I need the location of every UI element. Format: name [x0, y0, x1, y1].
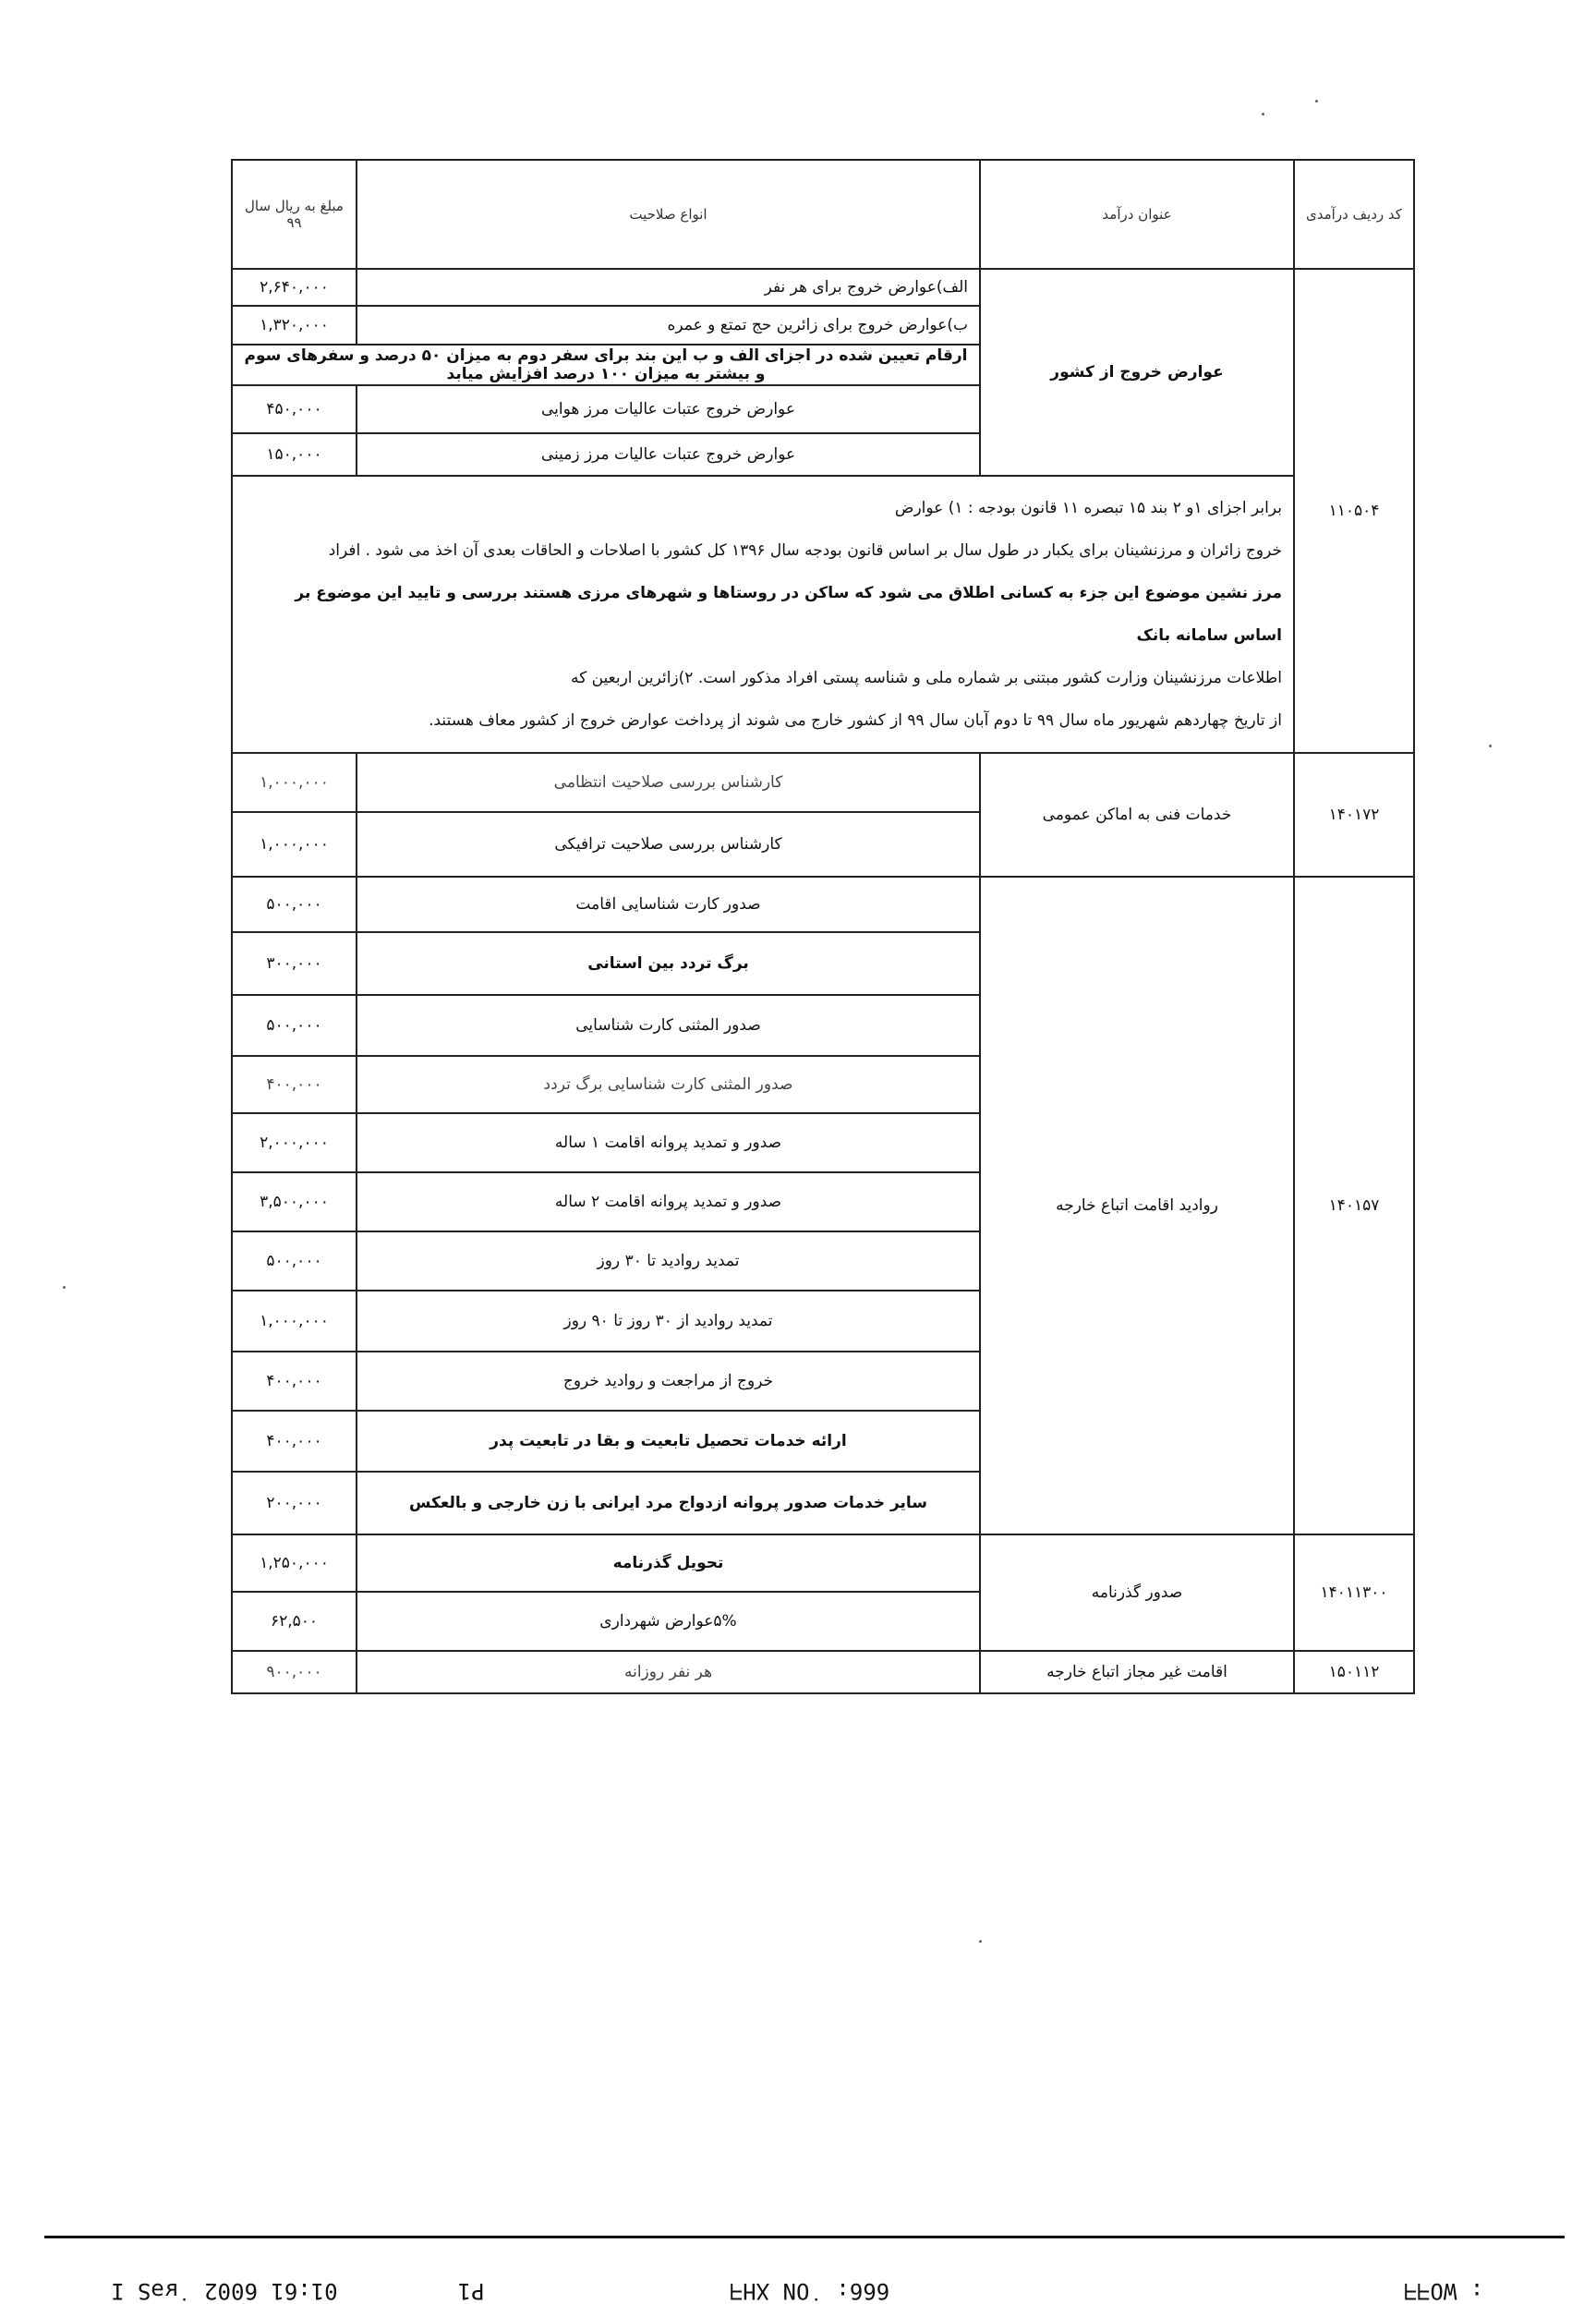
- fax-from: : WOᖷᖷ: [1404, 2278, 1484, 2304]
- row-amount: ۹۰۰,۰۰۰: [232, 1651, 357, 1693]
- row-amount: ۲۰۰,۰۰۰: [232, 1472, 357, 1534]
- row-amount: ۱,۳۲۰,۰۰۰: [232, 306, 357, 345]
- table-row: [232, 1534, 1414, 1592]
- table-row: [232, 753, 1414, 812]
- footnote-line: اطلاعات مرزنشینان وزارت کشور مبتنی بر شماره ملی و شناسه پستی افراد مذکور است. ۲)زائرین اربعین که: [570, 669, 1282, 687]
- row-type: کارشناس بررسی صلاحیت ترافیکی: [357, 812, 980, 877]
- table-row: [232, 1651, 1414, 1693]
- row-amount: ۱,۰۰۰,۰۰۰: [232, 1291, 357, 1352]
- row-type: سایر خدمات صدور پروانه ازدواج مرد ایرانی با زن خارجی و بالعکس: [357, 1472, 980, 1534]
- header-row: [232, 160, 1414, 269]
- row-title: خدمات فنی به اماکن عمومی: [980, 753, 1294, 877]
- table-row: [232, 269, 1414, 306]
- row-title: عوارض خروج از کشور: [980, 269, 1294, 476]
- row-type: برگ تردد بین استانی: [357, 932, 980, 995]
- row-type: ارائه خدمات تحصیل تابعیت و بقا در تابعیت پدر: [357, 1411, 980, 1472]
- row-type: تحویل گذرنامه: [357, 1534, 980, 1592]
- row-amount: ۱,۲۵۰,۰۰۰: [232, 1534, 357, 1592]
- scan-speck: [1489, 745, 1492, 747]
- header-code: کد ردیف درآمدی: [1294, 160, 1414, 269]
- row-amount: ۶۲,۵۰۰: [232, 1592, 357, 1651]
- row-amount: ۴۰۰,۰۰۰: [232, 1056, 357, 1113]
- row-type: کارشناس بررسی صلاحیت انتظامی: [357, 753, 980, 812]
- tariff-table: [231, 159, 1415, 1694]
- row-type: صدور المثنی کارت شناسایی برگ تردد: [357, 1056, 980, 1113]
- fax-separator-line: [44, 2236, 1565, 2238]
- row-type: ۵%عوارض شهرداری: [357, 1592, 980, 1651]
- row-type: صدور المثنی کارت شناسایی: [357, 995, 980, 1056]
- row-type: الف)عوارض خروج برای هر نفر: [357, 269, 980, 306]
- row-title: صدور گذرنامه: [980, 1534, 1294, 1651]
- scan-speck: [979, 1940, 982, 1943]
- row-code: ۱۴۰۱۱۳۰۰: [1294, 1534, 1414, 1651]
- row-amount: ۲,۶۴۰,۰۰۰: [232, 269, 357, 306]
- footnote-text: [232, 476, 1294, 753]
- row-type: عوارض خروج عتبات عالیات مرز زمینی: [357, 433, 980, 476]
- header-amount: مبلغ به ریال سال ۹۹: [232, 160, 357, 269]
- scan-speck: [63, 1286, 66, 1289]
- row-amount: ۴۰۰,۰۰۰: [232, 1411, 357, 1472]
- header-title: عنوان درآمد: [980, 160, 1294, 269]
- scan-speck: [1262, 113, 1264, 115]
- row-amount: ۳,۵۰۰,۰۰۰: [232, 1172, 357, 1231]
- scan-speck: [1315, 100, 1318, 103]
- footnote-line: مرز نشین موضوع این جزء به کسانی اطلاق می شود که ساکن در روستاها و شهرهای مرزی هستند بررسی و تایید این موضوع بر اساس سامانه بانک: [295, 584, 1282, 645]
- row-amount: ۵۰۰,۰۰۰: [232, 877, 357, 932]
- row-amount: ۴۵۰,۰۰۰: [232, 385, 357, 433]
- footnote-line: خروج زائران و مرزنشینان برای یکبار در طول سال بر اساس قانون بودجه سال ۱۳۹۶ کل کشور با اصلاحات و الحاقات بعدی آن اخذ می شود . افراد: [328, 541, 1282, 560]
- fax-time-stamp: P1 01:61 6002 ˙ʁəS I: [111, 2278, 485, 2304]
- row-title: اقامت غیر مجاز اتباع خارجه: [980, 1651, 1294, 1693]
- row-code: ۱۴۰۱۷۲: [1294, 753, 1414, 877]
- row-amount: ۵۰۰,۰۰۰: [232, 995, 357, 1056]
- footnote-line: از تاریخ چهاردهم شهریور ماه سال ۹۹ تا دوم آبان سال ۹۹ از کشور خارج می شوند از پرداخت عوارض خروج از کشور معاف هستند.: [429, 711, 1282, 730]
- fax-number: 666: ˙ON XHᖷ: [730, 2278, 890, 2304]
- row-amount: ۳۰۰,۰۰۰: [232, 932, 357, 995]
- row-type: خروج از مراجعت و روادید خروج: [357, 1352, 980, 1411]
- row-amount: ۱۵۰,۰۰۰: [232, 433, 357, 476]
- row-amount: ۲,۰۰۰,۰۰۰: [232, 1113, 357, 1172]
- row-amount: ۱,۰۰۰,۰۰۰: [232, 753, 357, 812]
- row-code: ۱۵۰۱۱۲: [1294, 1651, 1414, 1693]
- row-type: ب)عوارض خروج برای زائرین حج تمتع و عمره: [357, 306, 980, 345]
- row-amount: ۱,۰۰۰,۰۰۰: [232, 812, 357, 877]
- row-type: عوارض خروج عتبات عالیات مرز هوایی: [357, 385, 980, 433]
- footnote-line: برابر اجزای ۱و ۲ بند ۱۵ تبصره ۱۱ قانون بودجه : ۱) عوارض: [894, 499, 1282, 517]
- row-title: روادید اقامت اتباع خارجه: [980, 877, 1294, 1534]
- row-type: صدور و تمدید پروانه اقامت ۲ ساله: [357, 1172, 980, 1231]
- row-code: ۱۴۰۱۵۷: [1294, 877, 1414, 1534]
- row-type: صدور کارت شناسایی اقامت: [357, 877, 980, 932]
- row-type: صدور و تمدید پروانه اقامت ۱ ساله: [357, 1113, 980, 1172]
- row-type: هر نفر روزانه: [357, 1651, 980, 1693]
- row-amount: ۵۰۰,۰۰۰: [232, 1231, 357, 1291]
- row-code: ۱۱۰۵۰۴: [1294, 269, 1414, 753]
- row-type: تمدید روادید از ۳۰ روز تا ۹۰ روز: [357, 1291, 980, 1352]
- table-row: [232, 877, 1414, 932]
- header-type: انواع صلاحیت: [357, 160, 980, 269]
- increase-note: ارقام تعیین شده در اجزای الف و ب این بند برای سفر دوم به میزان ۵۰ درصد و سفرهای سوم و بیشتر به میزان ۱۰۰ درصد افزایش میابد: [232, 345, 980, 385]
- row-type: تمدید روادید تا ۳۰ روز: [357, 1231, 980, 1291]
- footnote-row: [232, 476, 1414, 753]
- row-amount: ۴۰۰,۰۰۰: [232, 1352, 357, 1411]
